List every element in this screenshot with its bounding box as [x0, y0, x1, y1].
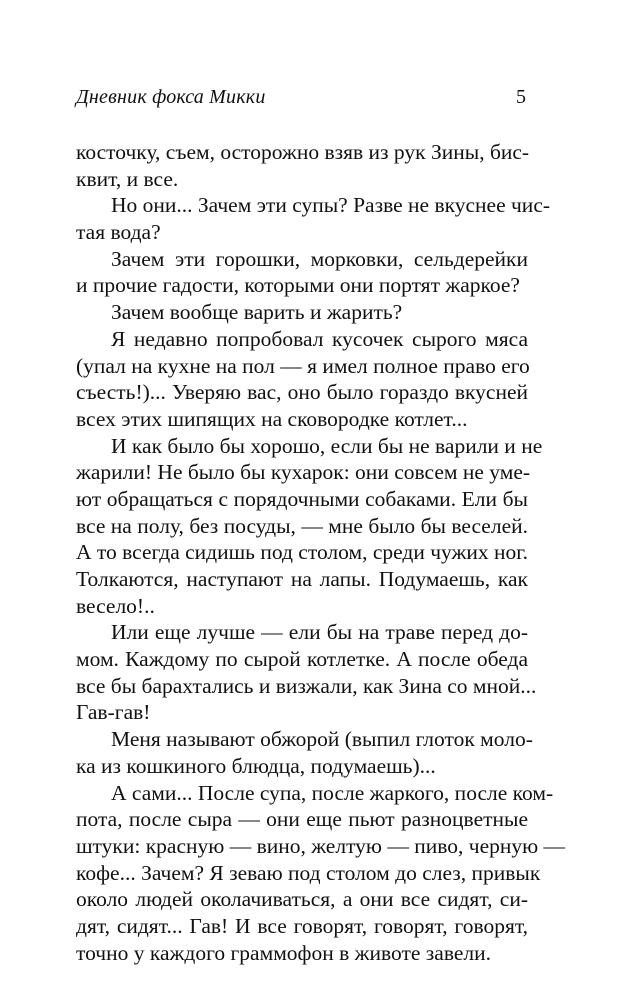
text-line: кофе... Зачем? Я зеваю под столом до слез, привык — [76, 860, 541, 885]
text-line: Но они... Зачем эти супы? Разве не вкуснее чис- — [111, 193, 551, 218]
text-line: Меня называют обжорой (выпил глоток моло- — [111, 727, 533, 752]
text-line: все на полу, без посуды, — мне было бы веселей. — [76, 513, 528, 538]
text-line: Зачем вообще варить и жарить? — [111, 300, 403, 325]
text-line: штуки: красную — вино, желтую — пиво, черную — — [76, 833, 566, 858]
text-line: А сами... После супа, после жаркого, после ком- — [111, 780, 554, 805]
text-line: А то всегда сидишь под столом, среди чужих ног. — [76, 540, 529, 565]
text-line: все бы барахтались и визжали, как Зина со мной... — [76, 673, 537, 698]
text-line: И как было бы хорошо, если бы не варили и не — [111, 433, 543, 458]
text-line: Зачем эти горошки, морковки, сельдерейки — [111, 246, 528, 271]
text-line: квит, и все. — [76, 166, 179, 191]
text-line: съесть!)... Уверяю вас, оно было гораздо вкусней — [76, 380, 528, 405]
text-line: жарили! Не было бы кухарок: они совсем не уме- — [76, 460, 531, 485]
text-line: и прочие гадости, которыми они портят жаркое? — [76, 273, 520, 298]
text-line: весело!.. — [76, 593, 155, 618]
text-line: (упал на кухне на пол — я имел полное право его — [76, 353, 530, 378]
text-line: всех этих шипящих на сковородке котлет... — [76, 406, 468, 431]
text-line: ют обращаться с порядочными собаками. Ели бы — [76, 486, 528, 511]
running-title: Дневник фокса Микки — [76, 86, 266, 108]
text-line: дят, сидят... Гав! И все говорят, говорят, говорят, — [76, 913, 528, 938]
body-text — [76, 139, 566, 966]
text-line: Или еще лучше — ели бы на траве перед до- — [111, 620, 528, 645]
text-line: Толкаются, наступают на лапы. Подумаешь, как — [76, 567, 528, 591]
text-line: Гав-гав! — [76, 700, 151, 725]
page-number: 5 — [516, 86, 526, 108]
text-line: мом. Каждому по сырой котлетке. А после обеда — [76, 647, 528, 672]
text-line: тая вода? — [76, 220, 161, 245]
text-line: ка из кошкиного блюдца, подумаешь)... — [76, 753, 436, 778]
text-line: точно у каждого граммофон в животе завели. — [76, 940, 492, 965]
text-line: пота, после сыра — они еще пьют разноцветные — [76, 807, 528, 832]
text-line: около людей околачиваться, а они все сидят, си- — [76, 887, 528, 912]
text-line: Я недавно попробовал кусочек сырого мяса — [111, 326, 528, 351]
running-header — [76, 83, 526, 111]
text-line: косточку, съем, осторожно взяв из рук Зины, бис- — [76, 140, 530, 164]
